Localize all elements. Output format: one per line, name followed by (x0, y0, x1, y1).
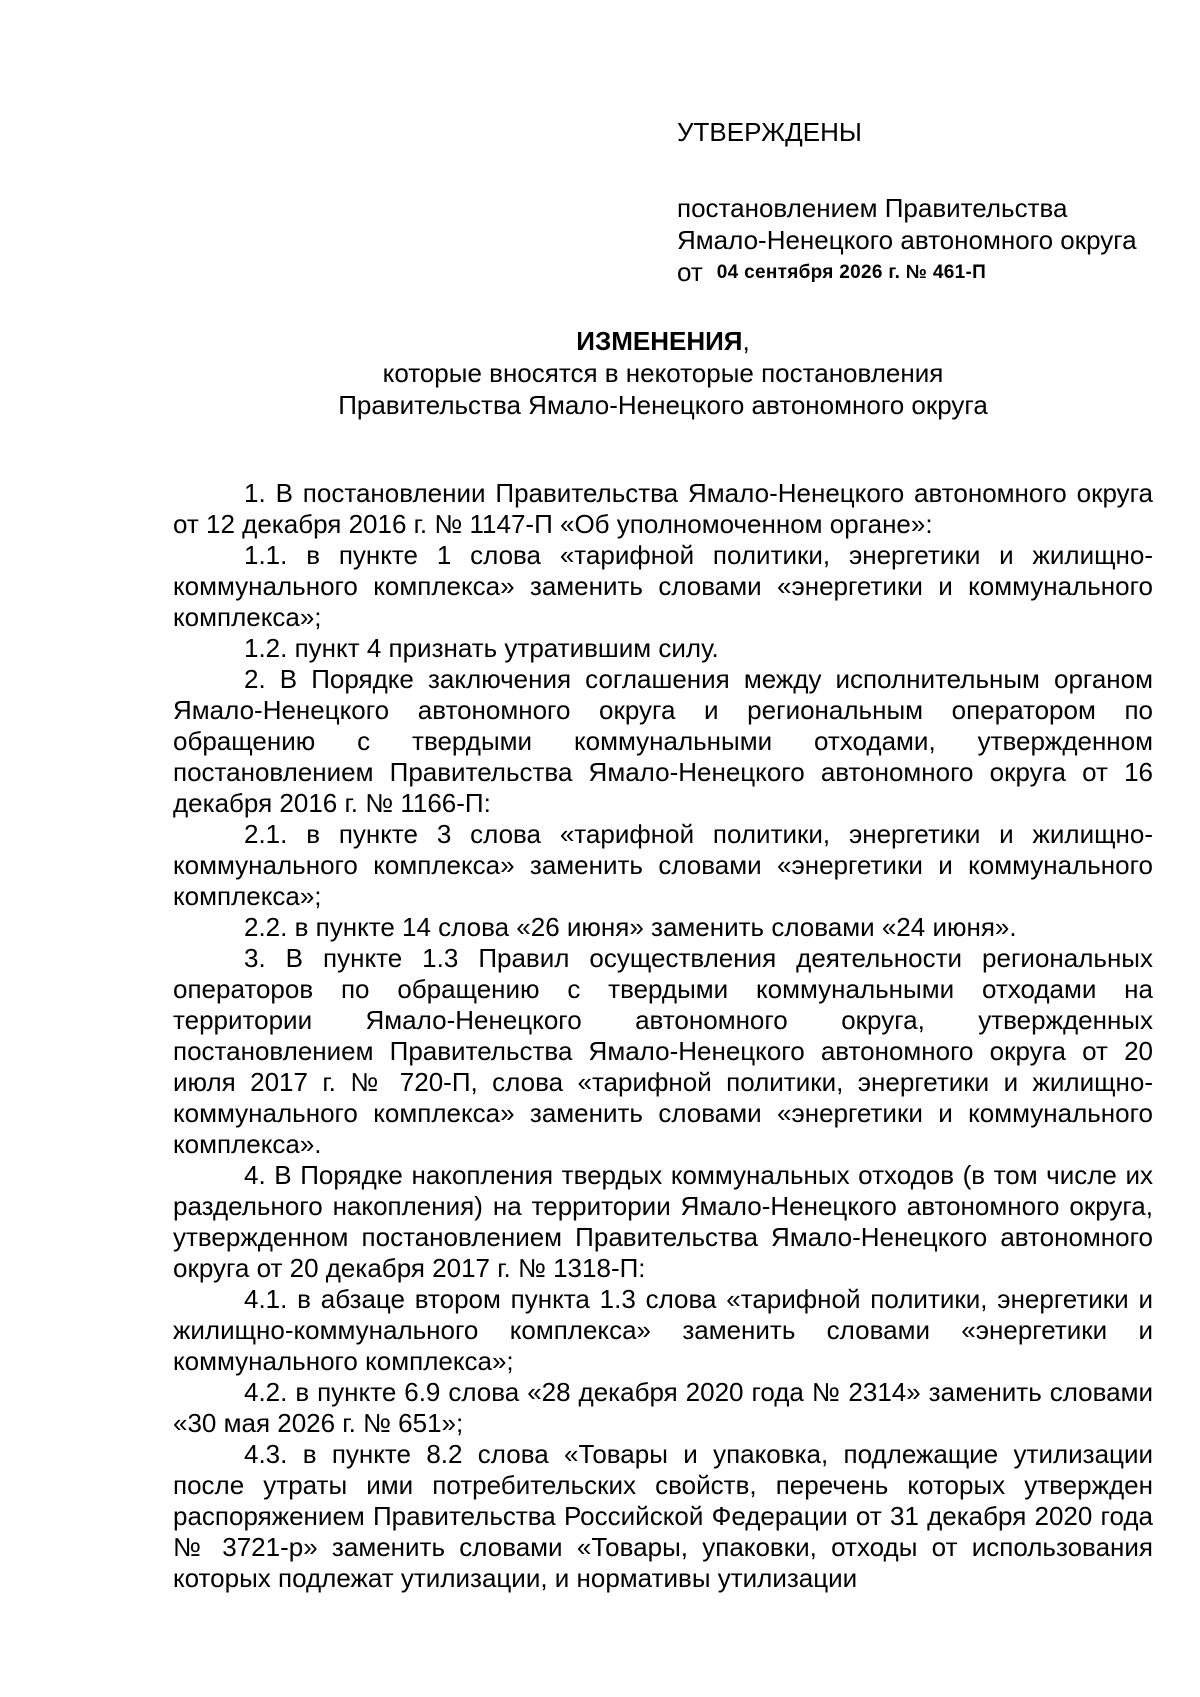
paragraph: 2.2. в пункте 14 слова «26 июня» заменить словами «24 июня». (244, 912, 1017, 942)
document-body (173, 478, 1153, 1594)
approval-line-1: постановлением Правительства (677, 193, 1068, 223)
title-row (173, 325, 1153, 357)
document-title: ИЗМЕНЕНИЯ (576, 326, 743, 356)
title-comma: , (742, 326, 750, 356)
paragraph: 1.1. в пункте 1 слова «тарифной политики, энергетики и жилищно-коммунального комплекса» заменить словами «энергетики и коммунального комплекса»; (173, 540, 1153, 632)
approval-stamp-block (677, 116, 1147, 292)
paragraph: 4.3. в пункте 8.2 слова «Товары и упаковка, подлежащие утилизации после утраты ими потребительских свойств, перечень которых утвержден распоряжением Правительства Российской Федерации от 31 декабря 2020 года № 3721-р» заменить словами «Товары, упаковки, отходы от использования которых подлежат утилизации, и нормативы утилизации (173, 1439, 1153, 1593)
date-stamp: 04 сентября 2026 г. № 461-П (716, 262, 987, 283)
paragraph: 4.1. в абзаце втором пункта 1.3 слова «тарифной политики, энергетики и жилищно-коммунального комплекса» заменить словами «энергетики и коммунального комплекса»; (173, 1284, 1153, 1376)
subtitle-line-2: Правительства Ямало-Ненецкого автономного округа (338, 390, 988, 420)
paragraph: 3. В пункте 1.3 Правил осуществления деятельности региональных операторов по обращению с твердыми коммунальными отходами на территории Ямало-Ненецкого автономного округа, утвержденных постановлением Правительства Ямало-Ненецкого автономного округа от 20 июля 2017 г. № 720-П, слова «тарифной политики, энергетики и жилищно-коммунального комплекса» заменить словами «энергетики и коммунального комплекса». (173, 943, 1153, 1159)
approved-label: УТВЕРЖДЕНЫ (677, 117, 862, 147)
approval-line-2: Ямало-Ненецкого автономного округа (677, 225, 1137, 255)
paragraph: 4. В Порядке накопления твердых коммунальных отходов (в том числе их раздельного накопления) на территории Ямало-Ненецкого автономного округа, утвержденном постановлением Правительства Ямало-Ненецкого автономного округа от 20 декабря 2017 г. № 1318-П: (173, 1160, 1153, 1283)
paragraph: 1.2. пункт 4 признать утратившим силу. (244, 633, 719, 663)
paragraph: 4.2. в пункте 6.9 слова «28 декабря 2020 года № 2314» заменить словами «30 мая 2026 г. № 651»; (173, 1377, 1153, 1438)
document-heading (173, 325, 1153, 421)
paragraph: 1. В постановлении Правительства Ямало-Ненецкого автономного округа от 12 декабря 2016 г. № 1147-П «Об уполномоченном органе»: (173, 478, 1153, 539)
paragraph: 2.1. в пункте 3 слова «тарифной политики, энергетики и жилищно-коммунального комплекса» заменить словами «энергетики и коммунального комплекса»; (173, 819, 1153, 911)
approval-date-line (677, 256, 1147, 292)
subtitle-line-1: которые вносятся в некоторые постановления (382, 358, 944, 388)
date-prefix: от (677, 257, 703, 287)
paragraph: 2. В Порядке заключения соглашения между исполнительным органом Ямало-Ненецкого автономного округа и региональным оператором по обращению с твердыми коммунальными отходами, утвержденном постановлением Правительства Ямало-Ненецкого автономного округа от 16 декабря 2016 г. № 1166-П: (173, 664, 1153, 818)
